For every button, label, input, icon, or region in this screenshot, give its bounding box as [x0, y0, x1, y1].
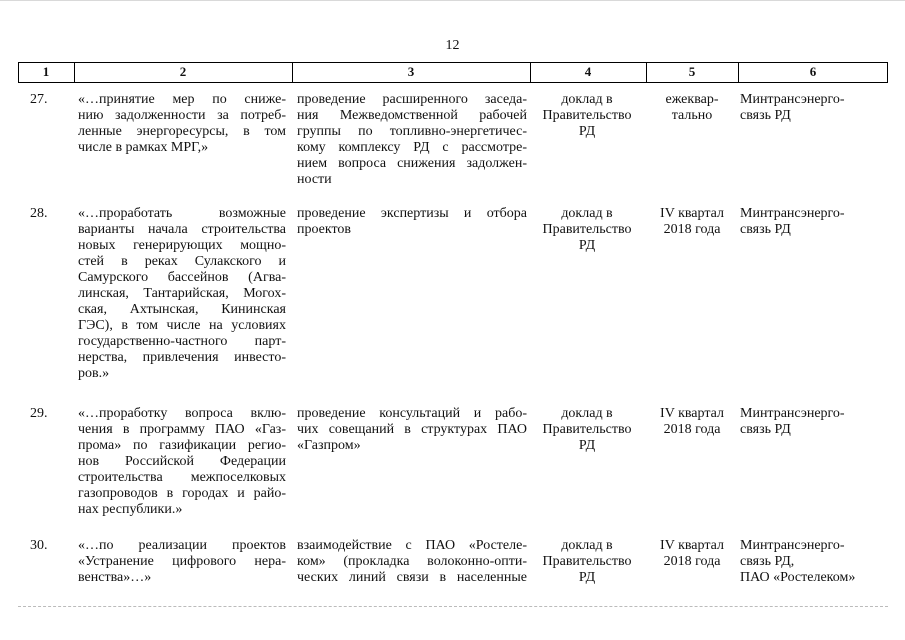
table-header-col-2: 2 [179, 64, 187, 79]
text-line: Правительство [542, 108, 632, 123]
text-line: РД [578, 438, 596, 453]
text-line: чения в программу ПАО «Газ- [78, 422, 286, 437]
measure-text [297, 538, 527, 586]
text-line: РД [578, 124, 596, 139]
text-line: проведение расширенного заседа- [297, 92, 527, 107]
text-line: Минтрансэнерго- [740, 406, 845, 421]
text-line: связь РД, [740, 554, 795, 569]
text-line: кому комплексу РД с рассмотре- [297, 140, 527, 155]
row-number: 30. [30, 538, 48, 553]
text-line: «Газпром» [297, 438, 361, 453]
row-number: 28. [30, 206, 48, 221]
report-form [531, 538, 643, 586]
text-line: «…проработку вопроса вклю- [78, 406, 286, 421]
table-header-col-4: 4 [584, 64, 592, 79]
text-line: новых генерирующих мощно- [78, 238, 286, 253]
text-line: РД [578, 238, 596, 253]
text-line: газопроводов в городах и райо- [78, 486, 286, 501]
text-line: строительства межпоселковых [78, 470, 286, 485]
text-line: доклад в [561, 406, 613, 421]
text-line: государственно-частного парт- [78, 334, 286, 349]
text-line: ности [297, 172, 332, 187]
text-line: венства»…» [78, 570, 152, 585]
text-line: Правительство [542, 422, 632, 437]
deadline [648, 92, 736, 124]
measure-text [297, 206, 527, 238]
row-number: 27. [30, 92, 48, 107]
text-line: IV квартал [660, 206, 724, 221]
resolution-text [78, 206, 286, 382]
text-line: Минтрансэнерго- [740, 92, 845, 107]
deadline [648, 206, 736, 238]
text-line: нию задолженности за потреб- [78, 108, 286, 123]
text-line: доклад в [561, 206, 613, 221]
text-line: группы по топливно-энергетичес- [297, 124, 527, 139]
measure-text [297, 406, 527, 454]
text-line: числе в рамках МРГ,» [78, 140, 209, 155]
report-form [531, 406, 643, 454]
responsible [740, 406, 876, 438]
text-line: чих совещаний в структурах ПАО [297, 422, 527, 437]
text-line: ПАО «Ростелеком» [740, 570, 856, 585]
report-form [531, 206, 643, 254]
page-bottom-edge [18, 606, 888, 608]
text-line: Правительство [542, 222, 632, 237]
text-line: ния Межведомственной рабочей [297, 108, 527, 123]
text-line: нием вопроса снижения задолжен- [297, 156, 527, 171]
text-line: ров.» [78, 366, 110, 381]
responsible [740, 538, 876, 586]
text-line: «Устранение цифрового нера- [78, 554, 286, 569]
text-line: связь РД [740, 108, 791, 123]
text-line: ежеквар- [665, 92, 719, 107]
text-line: взаимодействие с ПАО «Ростеле- [297, 538, 527, 553]
text-line: ГЭС), в том числе на условиях [78, 318, 286, 333]
text-line: Правительство [542, 554, 632, 569]
table-header-col-6: 6 [809, 64, 817, 79]
text-line: проведение консультаций и рабо- [297, 406, 527, 421]
text-line: нерства, привлечения инвесто- [78, 350, 286, 365]
text-line: IV квартал [660, 538, 724, 553]
row-number: 29. [30, 406, 48, 421]
text-line: проведение экспертизы и отбора [297, 206, 527, 221]
text-line: IV квартал [660, 406, 724, 421]
deadline [648, 406, 736, 438]
text-line: Минтрансэнерго- [740, 538, 845, 553]
report-form [531, 92, 643, 140]
text-line: ком» (прокладка волоконно-опти- [297, 554, 527, 569]
text-line: нов Российской Федерации [78, 454, 286, 469]
text-line: «…принятие мер по сниже- [78, 92, 286, 107]
measure-text [297, 92, 527, 188]
text-line: варианты начала строительства [78, 222, 286, 237]
deadline [648, 538, 736, 570]
text-line: доклад в [561, 92, 613, 107]
page-number: 12 [445, 38, 460, 53]
resolution-text [78, 406, 286, 518]
text-line: тально [671, 108, 713, 123]
table-header-col-3: 3 [407, 64, 415, 79]
text-line: 2018 года [663, 554, 721, 569]
text-line: 2018 года [663, 422, 721, 437]
text-line: связь РД [740, 422, 791, 437]
text-line: проектов [297, 222, 352, 237]
text-line: доклад в [561, 538, 613, 553]
table-header-col-1: 1 [42, 64, 50, 79]
text-line: связь РД [740, 222, 791, 237]
responsible [740, 92, 876, 124]
text-line: линская, Тантарийская, Могох- [78, 286, 286, 301]
text-line: «…проработать возможные [78, 206, 286, 221]
text-line: Самурского бассейнов (Агва- [78, 270, 286, 285]
text-line: стей в реках Сулакского и [78, 254, 286, 269]
text-line: ская, Ахтынская, Кининская [78, 302, 286, 317]
resolution-text [78, 538, 286, 586]
resolution-text [78, 92, 286, 156]
table-header-col-5: 5 [688, 64, 696, 79]
text-line: РД [578, 570, 596, 585]
text-line: прома» по газификации регио- [78, 438, 286, 453]
scan-edge [0, 0, 905, 1]
text-line: «…по реализации проектов [78, 538, 286, 553]
text-line: нах республики.» [78, 502, 183, 517]
text-line: Минтрансэнерго- [740, 206, 845, 221]
text-line: ческих линий связи в населенные [297, 570, 527, 585]
responsible [740, 206, 876, 238]
text-line: ленные энергоресурсы, в том [78, 124, 286, 139]
text-line: 2018 года [663, 222, 721, 237]
table-header-bottom-border [18, 82, 888, 83]
